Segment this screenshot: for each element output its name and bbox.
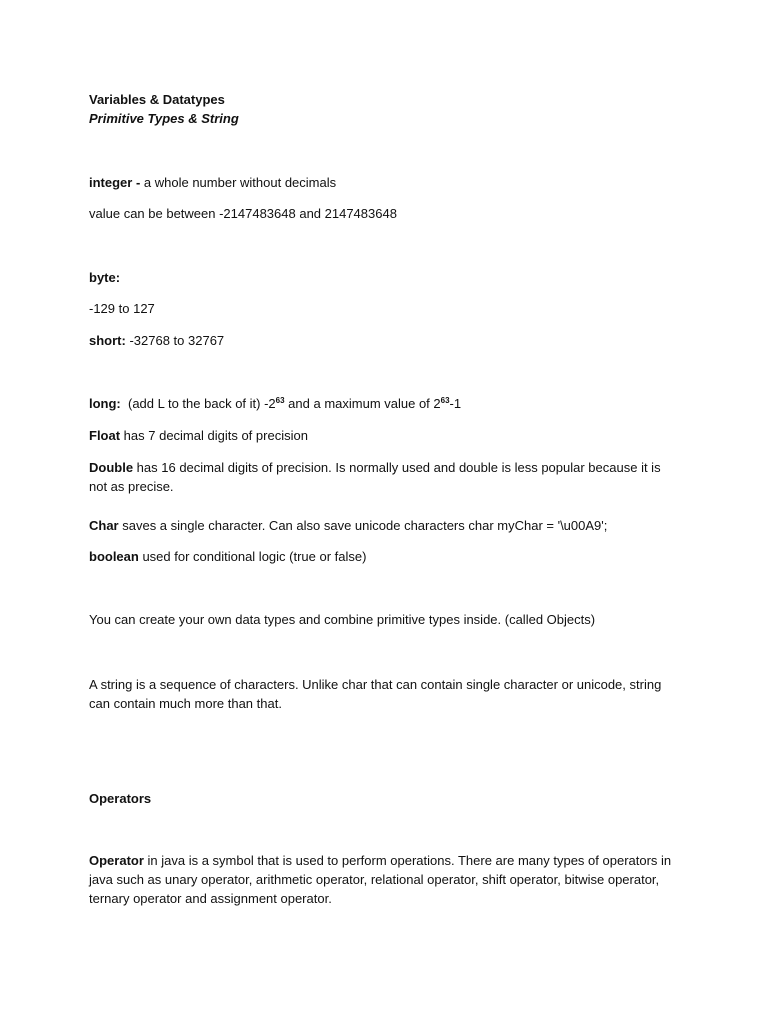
operator-paragraph	[89, 851, 679, 908]
boolean-term: boolean	[89, 549, 139, 564]
long-desc-c: -1	[449, 396, 462, 411]
char-term: Char	[89, 518, 119, 533]
boolean-desc: used for conditional logic (true or false)	[138, 549, 367, 564]
operator-desc: in java is a symbol that is used to perform operations. There are many types of operators in java such as unary operator, arithmetic operator, relational operator, shift operator, bitwise operator, ternary operator and assignment operator.	[89, 853, 672, 906]
long-desc-b: and a maximum value of 2	[284, 396, 441, 411]
long-term: long:	[89, 396, 121, 411]
double-term: Double	[89, 460, 134, 475]
float-term: Float	[89, 428, 121, 443]
float-desc: has 7 decimal digits of precision	[120, 428, 308, 443]
document-subtitle: Primitive Types & String	[89, 111, 239, 126]
short-definition	[89, 331, 679, 350]
float-definition	[89, 426, 679, 445]
operators-heading	[89, 789, 679, 808]
byte-range: -129 to 127	[89, 301, 155, 316]
string-paragraph: A string is a sequence of characters. Unlike char that can contain single character or unicode, string can contain much more than that.	[89, 677, 662, 711]
long-exponent-min: 63	[275, 396, 285, 405]
long-definition	[89, 394, 679, 413]
short-desc: -32768 to 32767	[125, 333, 225, 348]
objects-paragraph: You can create your own data types and combine primitive types inside. (called Objects)	[89, 612, 596, 627]
long-exponent-max: 63	[440, 396, 450, 405]
char-desc: saves a single character. Can also save unicode characters char myChar = '\u00A9';	[118, 518, 608, 533]
document-title: Variables & Datatypes	[89, 92, 225, 107]
integer-definition	[89, 173, 679, 192]
integer-desc: a whole number without decimals	[143, 175, 337, 190]
short-term: short:	[89, 333, 126, 348]
byte-term: byte:	[89, 270, 121, 285]
double-desc: has 16 decimal digits of precision. Is normally used and double is less popular because it is not as precise.	[89, 460, 661, 494]
integer-range: value can be between -2147483648 and 2147483648	[89, 206, 397, 221]
byte-definition	[89, 268, 679, 287]
boolean-definition	[89, 547, 679, 566]
integer-term: integer -	[89, 175, 144, 190]
long-desc-a: (add L to the back of it) -2	[120, 396, 276, 411]
double-definition	[89, 458, 679, 496]
operators-heading-text: Operators	[89, 791, 152, 806]
char-definition	[89, 516, 679, 535]
operator-term: Operator	[89, 853, 144, 868]
